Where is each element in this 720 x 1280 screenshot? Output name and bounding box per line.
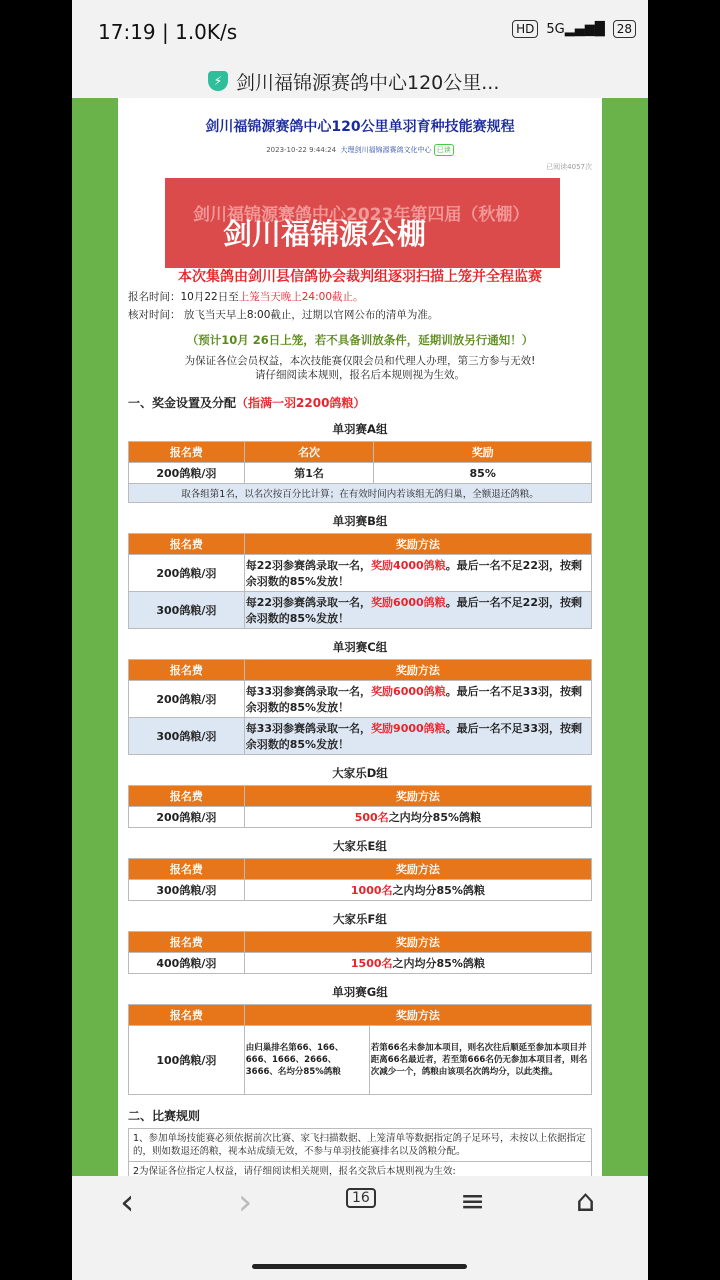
author-link[interactable]: 大理剑川福锦源赛鸽文化中心 <box>340 146 432 154</box>
notice-1: 为保证各位会员权益，本次技能赛仅限会员和代理人办理，第三方参与无效! <box>184 355 536 367</box>
browser-navbar <box>72 1176 648 1280</box>
page-title: 剑川福锦源赛鸽中心120公里... <box>236 71 500 94</box>
read-tag: 已读 <box>434 144 454 156</box>
battery-icon: 28 <box>613 20 636 38</box>
group-c-table: 报名费 奖励方法 200鸽粮/羽 每33羽参赛鸽录取一名，奖励6000鸽粮。最后一名不足33羽，按剩余羽数的85%发放！ 300鸽粮/羽 每33羽参赛鸽录取一名，奖励9000鸽粮。最后一名不足33羽，按剩余羽数的85%发放！ <box>128 659 592 755</box>
section-1-title: 一、奖金设置及分配（指满一羽2200鸽粮） <box>128 396 366 410</box>
doc-meta: 2023-10-22 9:44:24 大理剑川福锦源赛鸽文化中心 已读 <box>128 144 592 156</box>
menu-icon[interactable]: ≡ <box>460 1184 486 1219</box>
group-e-title: 大家乐E组 <box>333 839 387 853</box>
group-d-table: 报名费 奖励方法 200鸽粮/羽 500名之内均分85%鸽粮 <box>128 785 592 828</box>
home-icon[interactable]: ⌂ <box>576 1184 596 1219</box>
check-time: 核对时间： 放飞当天早上8:00截止，过期以官网公布的清单为准。 <box>128 309 439 321</box>
group-b-title: 单羽赛B组 <box>332 514 388 528</box>
banner-text: 剑川福锦源公棚 <box>223 217 427 251</box>
forward-icon[interactable]: › <box>238 1182 253 1223</box>
status-bar <box>72 0 648 64</box>
section-2-title: 二、比赛规则 <box>128 1109 201 1123</box>
group-a-title: 单羽赛A组 <box>332 422 388 436</box>
group-f-table: 报名费 奖励方法 400鸽粮/羽 1500名之内均分85%鸽粮 <box>128 931 592 974</box>
group-g-title: 单羽赛G组 <box>332 985 388 999</box>
group-e-table: 报名费 奖励方法 300鸽粮/羽 1000名之内均分85%鸽粮 <box>128 858 592 901</box>
status-icons <box>512 20 636 38</box>
tabs-icon[interactable]: 16 <box>346 1188 376 1208</box>
group-b-table: 报名费 奖励方法 200鸽粮/羽 每22羽参赛鸽录取一名，奖励4000鸽粮。最后一名不足22羽，按剩余羽数的85%发放！ 300鸽粮/羽 每22羽参赛鸽录取一名，奖励6000鸽粮。最后一名不足22羽，按剩余羽数的85%发放！ <box>128 533 592 629</box>
web-content[interactable] <box>72 98 648 1176</box>
green-notice: （预计10月 26日上笼，若不具备训放条件，延期训放另行通知！） <box>186 333 534 347</box>
status-time: 17:19 | 1.0K/s <box>98 20 238 44</box>
group-g-table: 报名费 奖励方法 100鸽粮/羽 由归巢排名第66、166、666、1666、2666、3666、名均分85%鸽粮 若第66名未参加本项目，则名次往后顺延至参加本项目并距离66名最近者，若至第666名仍无参加本项目者，则名次减少一个，鸽粮由该项名次鸽均分，以此类推。 <box>128 1004 592 1095</box>
shield-icon: ⚡ <box>208 71 228 91</box>
group-a-table: 报名费 名次 奖励 200鸽粮/羽 第1名 85% 取各组第1名，以名次按百分比计算；在有效时间内若该组无鸽归巢，全额退还鸽粮。 <box>128 441 592 503</box>
signup-time: 报名时间：10月22日至上笼当天晚上24:00截止。 <box>128 291 364 303</box>
rule-2: 2为保证各位指定人权益，请仔细阅读相关规则，报名交款后本规则视为生效: <box>128 1162 592 1176</box>
watermark-banner: 剑川福锦源赛鸽中心2023年第四届（秋棚） 剑川福锦源公棚 <box>165 178 560 268</box>
signal-icon: 5G▂▄▆█ <box>546 21 605 37</box>
red-headline: 本次集鸽由剑川县信鸽协会裁判组逐羽扫描上笼并全程监赛 <box>178 269 542 285</box>
doc-title: 剑川福锦源赛鸽中心120公里单羽育种技能赛规程 <box>205 119 515 135</box>
hd-icon: HD <box>512 20 538 38</box>
view-count: 已阅读4057次 <box>546 163 592 171</box>
group-c-title: 单羽赛C组 <box>332 640 388 654</box>
notice-2: 请仔细阅读本规则，报名后本规则视为生效。 <box>255 369 465 381</box>
phone-screen <box>72 0 648 1280</box>
home-indicator[interactable] <box>252 1264 467 1269</box>
group-d-title: 大家乐D组 <box>332 766 388 780</box>
rule-1: 1、参加单场技能赛必须依据前次比赛、家飞扫描数据、上笼清单等数据指定鸽子足环号，未按以上依据指定的，则如数退还鸽粮，视本站成绩无效，不参与单羽技能赛排名以及鸽粮分配。 <box>128 1128 592 1162</box>
back-icon[interactable]: ‹ <box>120 1182 135 1223</box>
address-bar[interactable] <box>72 64 648 98</box>
group-f-title: 大家乐F组 <box>333 912 387 926</box>
